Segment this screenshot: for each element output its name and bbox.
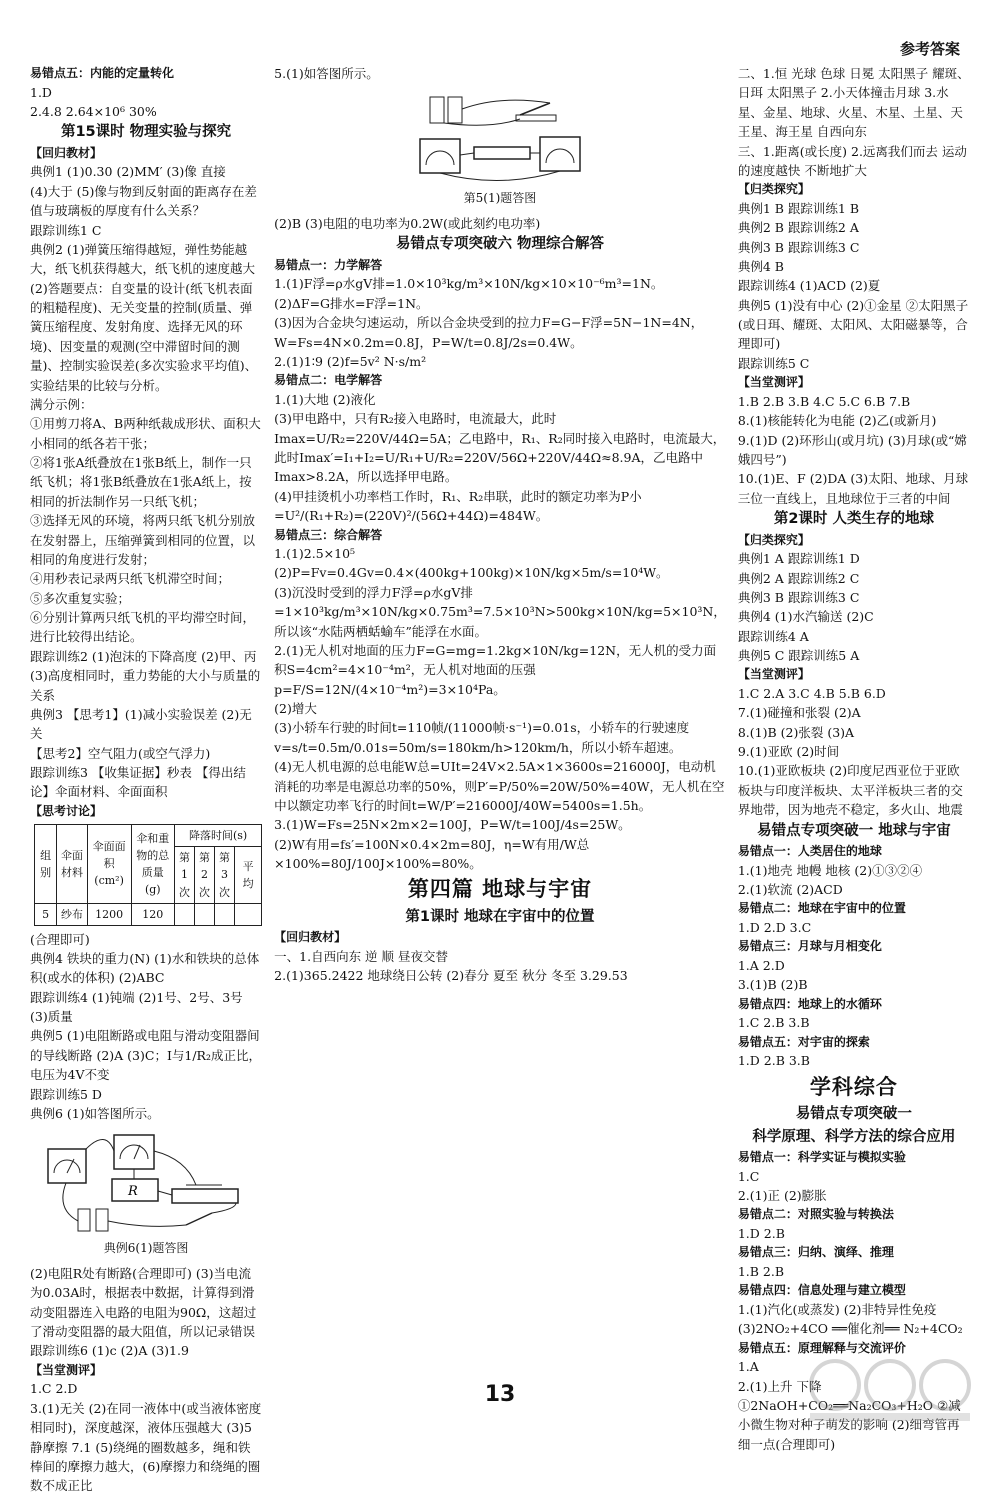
answer-line: 1.C 2.A 3.C 4.B 5.B 6.D: [737, 685, 886, 701]
answer-line: 8.(1)核能转化为电能 (2)乙(或新月): [737, 413, 937, 429]
answer-line: (3)高度相同时，重力势能的大小与质量的关系: [30, 668, 261, 703]
answer-line: 7.(1)碰撞和张裂 (2)A: [737, 705, 861, 721]
td-avg: [234, 903, 261, 925]
subsection-label: 【归类探究】: [737, 182, 810, 197]
subsection-label: 【思考讨论】: [30, 803, 103, 818]
answer-line: 满分示例：: [30, 396, 93, 412]
th-group: 组别: [35, 825, 57, 903]
answer-line: (3)因为合金块匀速运动，所以合金块受到的拉力F=G−F浮=5N−1N=4N，W=Fs=4N×0.2m=0.8J，P=W/t=0.8J/2s=0.4W。: [274, 315, 704, 350]
subsection-label: 易错点五：内能的定量转化: [30, 66, 175, 80]
figure-6: [30, 1129, 262, 1258]
answer-line: 1.D 2.D 3.C: [737, 920, 812, 935]
answer-line: ③选择无风的环境，将两只纸飞机分别放在发射器上，压缩弹簧到相同的位置，以相同的角度进行发射；: [30, 513, 256, 567]
answer-line: (2)ΔF=G排水=F浮=1N。: [274, 295, 429, 311]
th-t3: 第3次: [215, 847, 235, 903]
answer-line: ⑥分别计算两只纸飞机的平均滞空时间，进行比较得出结论。: [30, 610, 256, 645]
td-t3: [215, 903, 235, 925]
answer-columns: [30, 64, 970, 1494]
answer-line: 10.(1)亚欧板块 (2)印度尼西亚位于亚欧板块与印度洋板块、太平洋板块三者的交界地带，因为地壳不稳定，多火山、地震: [737, 763, 963, 818]
header-label: 参考答案: [899, 40, 960, 58]
td-group: 5: [35, 903, 57, 925]
td-mass: 120: [131, 903, 174, 925]
answer-line: 典例2 A 跟踪训练2 C: [737, 570, 860, 586]
subsection-label: 【当堂测评】: [30, 1362, 103, 1377]
answer-line: 2.(1)软流 (2)ACD: [737, 882, 843, 898]
circuit-diagram-5: [400, 89, 600, 189]
answer-line: 典例2 B 跟踪训练2 A: [737, 220, 859, 236]
answer-line: 10.(1)E、F (2)DA (3)太阳、地球、月球三位一直线上，且地球位于三者的中间: [737, 471, 969, 506]
subsection-label: 易错点二：地球在宇宙中的位置: [737, 901, 906, 916]
answer-line: 2.(1)无人机对地面的压力F=G=mg=1.2kg×10N/kg=12N，无人机的受力面积S=4cm²=4×10⁻⁴m²，无人机对地面的压强p=F/S=12N/(4×10⁻⁴m²)=3×10⁴Pa。: [274, 642, 717, 697]
td-area: 1200: [87, 903, 131, 925]
data-table: [34, 824, 262, 925]
figure-5: [274, 89, 726, 208]
answer-line: 1.B 2.B 3.B 4.C 5.C 6.B 7.B: [737, 393, 911, 409]
answer-line: 跟踪训练4 (1)钝端 (2)1号、2号、3号: [30, 989, 243, 1005]
section-heading: 第1课时 地球在宇宙中的位置: [405, 909, 595, 926]
answer-line: 跟踪训练5 C: [737, 355, 810, 371]
subsection-label: 易错点一：人类居住的地球: [737, 844, 882, 859]
th-t2: 第2次: [195, 847, 215, 903]
part-heading: 第四篇 地球与宇宙: [407, 877, 593, 902]
answer-line: (3)甲电路中，只有R₂接入电路时，电流最大，此时Imax=U/R₂=220V/44Ω=5A；乙电路中，R₁、R₂同时接入电路时，电流最大，此时Imax′=I₁+I₂=U/R₁+U/R₂=220V/56Ω+220V/44Ω≈8.9A，乙电路中Imax>8.2A，所以选择甲电路。: [274, 411, 726, 485]
subsection-label: 易错点一：力学解答: [274, 257, 383, 272]
answer-line: 2.(1)365.2422 地球绕日公转 (2)春分 夏至 秋分 冬至 3.29.53: [274, 968, 628, 984]
section-heading: 易错点专项突破六 物理综合解答: [395, 236, 605, 253]
answer-line: (2)B (3)电阻的电功率为0.2W(或此刻约电功率): [274, 215, 541, 231]
th-mass: 伞和重物的总质量(g): [131, 825, 174, 903]
answer-line: 1.B 2.B: [737, 1264, 785, 1280]
section-heading: 第2课时 人类生存的地球: [773, 511, 934, 528]
answer-line: 2.(1)正 (2)膨胀: [737, 1188, 827, 1204]
answer-line: (2)W有用=fs′=100N×0.4×2m=80J，η=W有用/W总×100%=80J/100J×100%=80%。: [274, 836, 590, 872]
answer-line: 典例3 B 跟踪训练3 C: [737, 589, 860, 605]
circuit-diagram-6: [36, 1129, 256, 1239]
subsection-label: 易错点四：信息处理与建立模型: [737, 1283, 906, 1298]
answer-line: 一、1.自西向东 逆 顺 昼夜交替: [274, 949, 449, 965]
subsection-label: 易错点二：对照实验与转换法: [737, 1207, 894, 1222]
answer-line: 1.(1)F浮=ρ水gV排=1.0×10³kg/m³×10N/kg×10×10⁻⁶m³=1N。: [274, 276, 664, 292]
answer-line: 典例6 (1)如答图所示。: [30, 1105, 160, 1121]
section-heading: 第15课时 物理实验与探究: [60, 124, 232, 141]
answer-line: 1.D: [30, 84, 52, 100]
answer-line: ②将1张A纸叠放在1张B纸上，制作一只纸飞机；将1张B纸叠放在1张A纸上，按相同的折法制作另一只纸飞机；: [30, 455, 252, 509]
answer-line: 典例4 (1)水汽输送 (2)C: [737, 609, 874, 625]
figure-6-caption: 典例6(1)题答图: [103, 1241, 189, 1256]
section-heading: 科学原理、科学方法的综合应用: [752, 1128, 956, 1145]
answer-line: (4)大于 (5)像与物到反射面的距离存在差值与玻璃板的厚度有什么关系？: [30, 183, 257, 219]
answer-line: 1.C 2.B 3.B: [737, 1015, 810, 1031]
answer-line: 1.D 2.B 3.B: [737, 1053, 810, 1069]
answer-line: (3)小轿车行驶的时间t=110帧/(11000帧·s⁻¹)=0.01s，小轿车的行驶速度v=s/t=0.5m/0.01s=50m/s=180km/h>120km/h，所以小轿车超速。: [274, 720, 690, 755]
answer-line: 2.4.8 2.64×10⁶ 30%: [30, 103, 157, 119]
answer-line: 3.(1)W=Fs=25N×2m×2=100J，P=W/t=100J/4s=25W。: [274, 817, 631, 833]
answer-line: 1.C 2.D: [30, 1381, 78, 1397]
subsection-label: 易错点三：综合解答: [274, 527, 383, 542]
part-heading: 学科综合: [809, 1074, 898, 1099]
figure-5-caption: 第5(1)题答图: [463, 191, 537, 206]
answer-line: 典例5 C 跟踪训练5 A: [737, 648, 860, 663]
subsection-label: 易错点一：科学实证与模拟实验: [737, 1150, 906, 1165]
th-t1: 第1次: [175, 847, 195, 903]
answer-line: 1.(1)地壳 地幔 地核 (2)①③②④: [737, 862, 923, 878]
answer-line: 典例2 (1)弹簧压缩得越短，弹性势能越大，纸飞机获得越大，纸飞机的速度越大: [30, 241, 256, 277]
answer-line: 典例3 B 跟踪训练3 C: [737, 239, 860, 255]
answer-line: 典例1 (1)0.30 (2)MM′ (3)像 直接: [30, 164, 226, 180]
answer-line: 典例5 (1)电阻断路或电阻与滑动变阻器间的导线断路 (2)A (3)C；I与1/R₂成正比，电压为4V不变: [30, 1028, 261, 1083]
td-t2: [195, 903, 215, 925]
subsection-label: 易错点四：地球上的水循环: [737, 996, 882, 1011]
answer-line: 9.(1)D (2)环形山(或月坑) (3)月球(或“嫦娥四号”): [737, 432, 967, 467]
subsection-label: 【回归教材】: [30, 145, 103, 160]
answer-line: (2)电阻R处有断路(合理即可) (3)当电流为0.03A时，根据表中数据，计算得到滑动变阻器连入电路的电阻为90Ω，这超过了滑动变阻器的最大阻值，所以记录错误: [30, 1265, 257, 1340]
answer-line: 1.(1)2.5×10⁵: [274, 546, 356, 562]
answer-line: 1.D 2.B: [737, 1226, 785, 1242]
answer-line: 2.(1)上升 下降 ①2NaOH+CO₂══Na₂CO₃+H₂O ②减小微生物对种子萌发的影响 (2)细弯管再细一点(合理即可): [737, 1378, 961, 1452]
answer-line: (3)沉没时受到的浮力F浮=ρ水gV排=1×10³kg/m³×10N/kg×0.75m³=7.5×10³N>500kg×10N/kg=5×10³N，所以该“水陆两栖蛞蝓车”能浮在水面。: [274, 584, 726, 639]
answer-line: 【思考2】空气阻力(或空气浮力): [30, 745, 211, 761]
answer-line: (3)质量: [30, 1009, 73, 1025]
th-avg: 平均: [234, 847, 261, 903]
answer-line: 跟踪训练2 (1)泡沫的下降高度 (2)甲、丙: [30, 648, 257, 664]
answer-line: 典例1 B 跟踪训练1 B: [737, 200, 860, 216]
answer-line: (4)甲挂烫机小功率档工作时，R₁、R₂串联，此时的额定功率为P小=U²/(R₁+R₂)=(220V)²/(56Ω+44Ω)=484W。: [274, 488, 642, 524]
answer-line: 跟踪训练1 C: [30, 222, 102, 238]
answer-line: (2)P=Fv=0.4Gv=0.4×(400kg+100kg)×10N/kg×5m/s=10⁴W。: [274, 565, 669, 581]
th-area: 伞面面积(cm²): [87, 825, 131, 903]
td-t1: [175, 903, 195, 925]
answer-line: ⑤多次重复实验；: [30, 590, 131, 606]
th-time: 降落时间(s): [175, 825, 262, 847]
answer-line: (2)增大: [274, 701, 317, 717]
answer-line: 3.(1)B (2)B: [737, 977, 808, 993]
answer-line: 二、1.恒 光球 色球 日冕 太阳黑子 耀斑、日珥 太阳黑子 2.小天体撞击月球 3.水星、金星、地球、火星、木星、土星、天王星、海王星 自西向东: [737, 66, 970, 140]
subsection-label: 【当堂测评】: [737, 375, 810, 390]
answer-line: 1.(1)汽化(或蒸发) (2)非特异性免疫: [737, 1302, 937, 1318]
subsection-label: 易错点五：原理解释与交流评价: [737, 1340, 906, 1355]
subsection-label: 易错点五：对宇宙的探索: [737, 1034, 870, 1049]
page-number: 13: [484, 1382, 516, 1407]
subsection-label: 易错点三：月球与月相变化: [737, 939, 882, 954]
answer-line: 1.C: [737, 1168, 760, 1184]
td-material: 纱布: [57, 903, 87, 925]
answer-line: 3.(1)无关 (2)在同一液体中(或当液体密度相同时)，深度越深，液体压强越大 (3)5 静摩擦 7.1 (5)绕绳的圈数越多，绳和铁棒间的摩擦力越大，(6)摩擦力和绕绳的圈数不成正比: [30, 1400, 262, 1494]
subsection-label: 【归类探究】: [737, 532, 810, 547]
answer-line: 8.(1)B (2)张裂 (3)A: [737, 724, 855, 740]
subsection-label: 易错点三：归纳、演绎、推理: [737, 1245, 894, 1260]
answer-line: 1.A: [737, 1359, 759, 1375]
subsection-label: 【回归教材】: [274, 930, 347, 945]
answer-line: 典例3 【思考1】(1)减小实验误差 (2)无关: [30, 706, 252, 742]
answer-line: ①用剪刀将A、B两种纸裁成形状、面积大小相同的纸各若干张；: [30, 416, 261, 451]
answer-line: 跟踪训练3 【收集证据】秒表 【得出结论】伞面材料、伞面面积: [30, 765, 246, 800]
section-heading: 易错点专项突破一: [795, 1106, 912, 1123]
answer-line: 5.(1)如答图所示。: [274, 66, 379, 81]
answer-line: 跟踪训练4 (1)ACD (2)夏: [737, 278, 881, 294]
answer-line: (合理即可): [30, 931, 90, 947]
answer-line: 1.A 2.D: [737, 957, 785, 973]
answer-line: 跟踪训练5 D: [30, 1086, 102, 1102]
answer-line: (4)无人机电源的总电能W总=UIt=24V×2.5A×1×3600s=216000J，电动机消耗的功率是电源总功率的50%，则P′=P/50%=20W/50%=40W，无人机在空中以额定功率飞行的时间t=W/P′=216000J/40W=5400s=1.5h。: [274, 759, 725, 813]
answer-line: 典例1 A 跟踪训练1 D: [737, 551, 860, 567]
watermark-logo-icon: [800, 1355, 980, 1425]
answer-line: 典例5 (1)没有中心 (2)①金星 ②太阳黑子(或日珥、耀斑、太阳风、太阳磁暴等，合理即可): [737, 297, 969, 352]
subsection-label: 【当堂测评】: [737, 667, 810, 682]
answer-line: 跟踪训练4 A: [737, 628, 809, 644]
column-1: [30, 64, 262, 1494]
answer-line: (3)2NO₂+4CO ══催化剂══ N₂+4CO₂: [737, 1321, 963, 1337]
answer-line: 9.(1)亚欧 (2)时间: [737, 744, 840, 760]
column-3: [737, 64, 970, 1452]
answer-line: ④用秒表记录两只纸飞机滞空时间；: [30, 571, 231, 587]
section-heading: 易错点专项突破一 地球与宇宙: [757, 822, 951, 839]
subsection-label: 易错点二：电学解答: [274, 373, 383, 388]
answer-line: (2)答题要点：自变量的设计(纸飞机表面的粗糙程度)、无关变量的控制(质量、弹簧压缩程度、发射角度、选择无风的环境)、因变量的观测(空中滞留时间的测量)、控制实验误差(多次实验求平均值)、实验结果的比较与分析。: [30, 280, 258, 393]
answer-line: 典例4 B: [737, 258, 784, 274]
resistor-label: R: [128, 1184, 138, 1200]
column-2: [274, 64, 726, 1354]
answer-line: 1.(1)大地 (2)液化: [274, 391, 376, 407]
th-material: 伞面材料: [57, 825, 87, 903]
answer-line: 2.(1)1∶9 (2)f=5v² N·s/m²: [274, 353, 427, 369]
answer-line: 典例4 铁块的重力(N) (1)水和铁块的总体积(或水的体积) (2)ABC: [30, 950, 260, 986]
answer-line: 跟踪训练6 (1)c (2)A (3)1.9: [30, 1343, 189, 1359]
answer-line: 三、1.距离(或长度) 2.远离我们而去 运动的速度越快 不断地扩大: [737, 143, 967, 178]
